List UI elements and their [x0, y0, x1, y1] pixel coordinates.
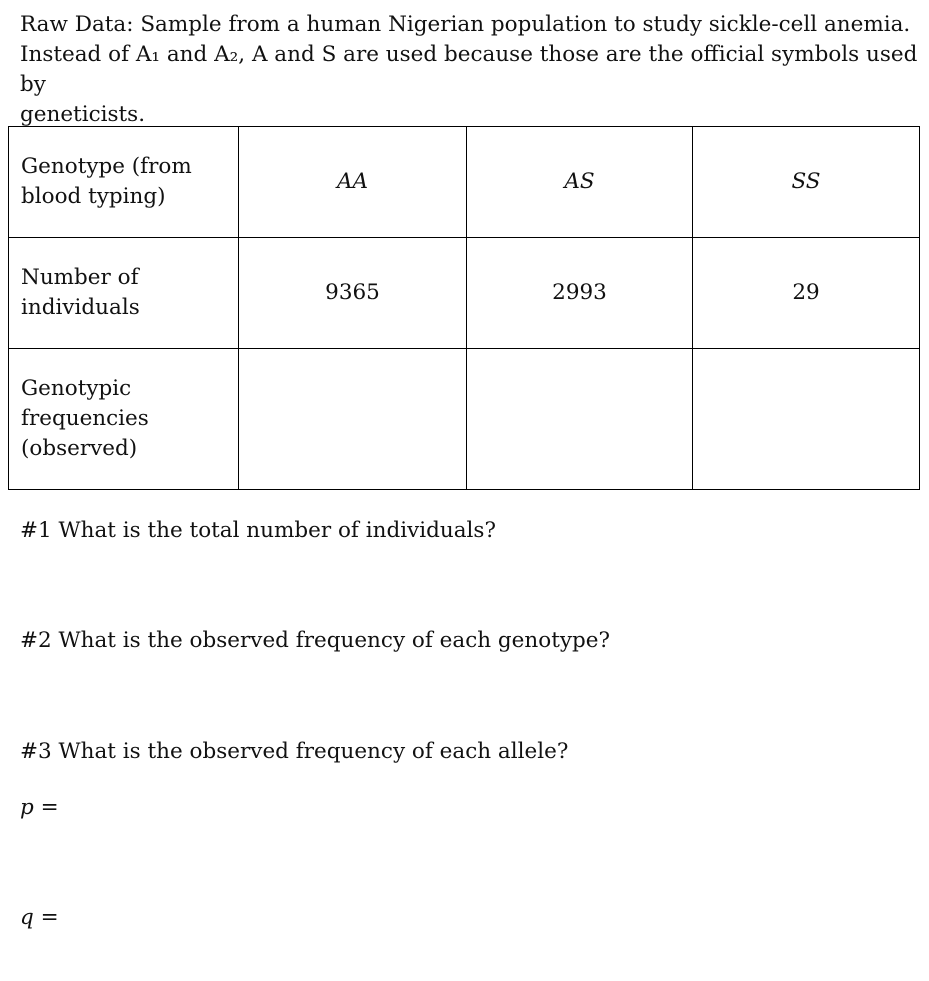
p-equals: = — [33, 795, 59, 820]
table-row-frequency — [9, 349, 920, 490]
intro-line-3: geneticists. — [20, 102, 146, 127]
intro-paragraph — [20, 10, 920, 130]
intro-line-2: Instead of A₁ and A₂, A and S are used because those are the official symbols used by — [20, 42, 918, 97]
q-equation — [20, 903, 59, 933]
frequency-aa-cell[interactable] — [239, 349, 467, 490]
frequency-ss-cell[interactable] — [693, 349, 920, 490]
q-equals: = — [33, 905, 59, 930]
table-row-count — [9, 238, 920, 349]
genotype-as-header: AS — [467, 127, 693, 238]
question-2: #2 What is the observed frequency of each genotype? — [20, 628, 611, 653]
count-as-cell: 2993 — [467, 238, 693, 349]
question-1: #1 What is the total number of individuals? — [20, 518, 496, 543]
genotype-table — [8, 126, 920, 490]
genotype-aa-header: AA — [239, 127, 467, 238]
table-row-genotype — [9, 127, 920, 238]
count-ss-cell: 29 — [693, 238, 920, 349]
intro-line-1: Raw Data: Sample from a human Nigerian population to study sickle-cell anemia. — [20, 12, 911, 37]
genotype-ss-header: SS — [693, 127, 920, 238]
p-symbol: p — [20, 795, 34, 820]
frequency-as-cell[interactable] — [467, 349, 693, 490]
p-equation — [20, 793, 59, 823]
row-label-count: Number of individuals — [9, 238, 239, 349]
question-3: #3 What is the observed frequency of each allele? — [20, 739, 569, 764]
count-aa-cell: 9365 — [239, 238, 467, 349]
row-label-frequency: Genotypic frequencies (observed) — [9, 349, 239, 490]
row-label-genotype: Genotype (from blood typing) — [9, 127, 239, 238]
q-symbol: q — [20, 905, 34, 930]
